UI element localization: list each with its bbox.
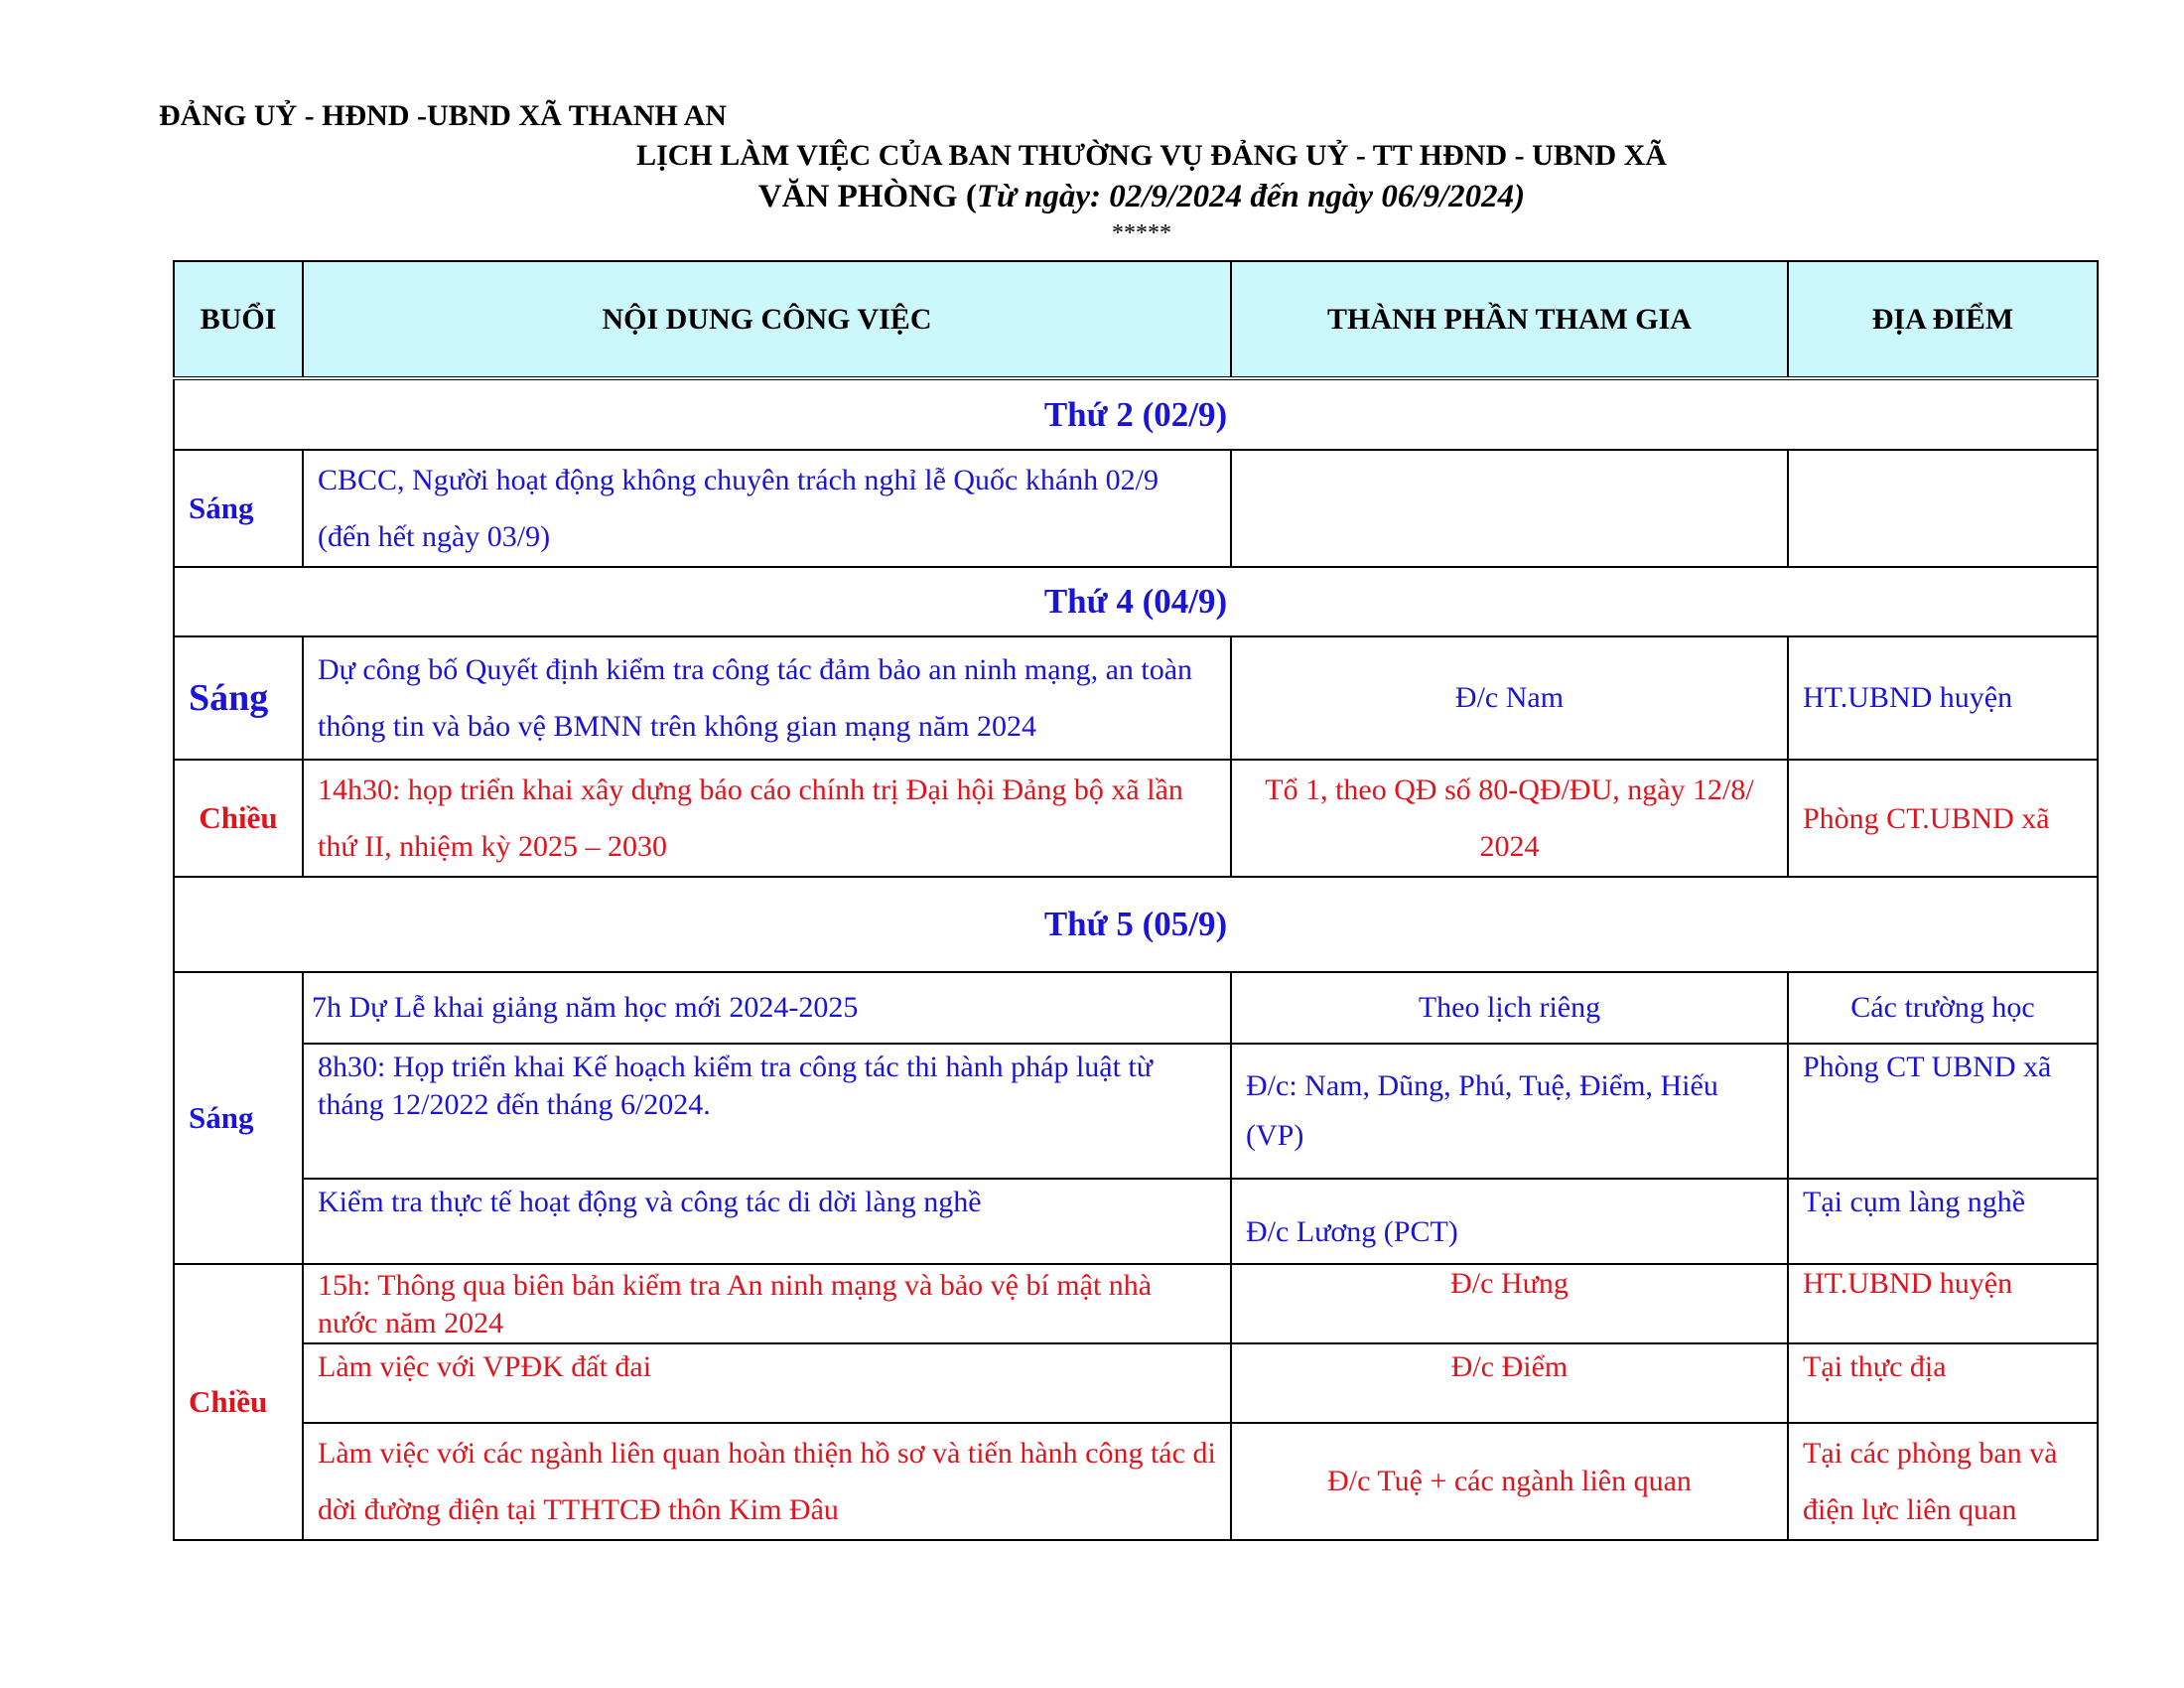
column-header-session: BUỔI <box>174 261 303 378</box>
location: Phòng CT.UBND xã <box>1788 760 2098 877</box>
column-header-content: NỘI DUNG CÔNG VIỆC <box>303 261 1231 378</box>
participants: Đ/c Lương (PCT) <box>1231 1179 1788 1264</box>
table-row <box>174 972 2098 1044</box>
day-label: Thứ 2 (02/9) <box>174 378 2098 450</box>
work-content: 14h30: họp triển khai xây dựng báo cáo chính trị Đại hội Đảng bộ xã lần thứ II, nhiệm kỳ 2025 – 2030 <box>303 760 1231 877</box>
location: HT.UBND huyện <box>1788 636 2098 760</box>
separator-stars: ***** <box>1112 220 1171 246</box>
column-header-participants: THÀNH PHẦN THAM GIA <box>1231 261 1788 378</box>
participants: Đ/c: Nam, Dũng, Phú, Tuệ, Điểm, Hiếu (VP) <box>1231 1044 1788 1179</box>
session-label: Chiều <box>174 1264 303 1540</box>
table-row <box>174 1044 2098 1179</box>
participants <box>1231 450 1788 567</box>
table-row <box>174 450 2098 567</box>
table-row <box>174 1343 2098 1423</box>
document-subtitle <box>0 179 2184 215</box>
location: HT.UBND huyện <box>1788 1264 2098 1343</box>
participants: Theo lịch riêng <box>1231 972 1788 1044</box>
table-row <box>174 1423 2098 1540</box>
table-row <box>174 760 2098 877</box>
column-header-location: ĐỊA ĐIỂM <box>1788 261 2098 378</box>
location: Phòng CT UBND xã <box>1788 1044 2098 1179</box>
work-content: 15h: Thông qua biên bản kiểm tra An ninh mạng và bảo vệ bí mật nhà nước năm 2024 <box>303 1264 1231 1343</box>
location: Tại thực địa <box>1788 1343 2098 1423</box>
location: Các trường học <box>1788 972 2098 1044</box>
participants: Tổ 1, theo QĐ số 80-QĐ/ĐU, ngày 12/8/ 2024 <box>1231 760 1788 877</box>
document-title: LỊCH LÀM VIỆC CỦA BAN THƯỜNG VỤ ĐẢNG UỶ - TT HĐND - UBND XÃ <box>636 139 1667 172</box>
work-content: Kiểm tra thực tế hoạt động và công tác di dời làng nghề <box>303 1179 1231 1264</box>
work-content: 7h Dự Lễ khai giảng năm học mới 2024-2025 <box>303 972 1231 1044</box>
table-header-row <box>174 261 2098 378</box>
session-label: Sáng <box>174 450 303 567</box>
day-row <box>174 567 2098 636</box>
session-label: Chiều <box>174 760 303 877</box>
participants: Đ/c Hưng <box>1231 1264 1788 1343</box>
organization-name: ĐẢNG UỶ - HĐND -UBND XÃ THANH AN <box>159 99 727 132</box>
location: Tại cụm làng nghề <box>1788 1179 2098 1264</box>
table-row <box>174 1179 2098 1264</box>
work-content: CBCC, Người hoạt động không chuyên trách nghỉ lễ Quốc khánh 02/9 (đến hết ngày 03/9) <box>303 450 1231 567</box>
session-label: Sáng <box>174 636 303 760</box>
participants: Đ/c Tuệ + các ngành liên quan <box>1231 1423 1788 1540</box>
day-row <box>174 877 2098 972</box>
session-label: Sáng <box>174 972 303 1264</box>
work-content: Làm việc với VPĐK đất đai <box>303 1343 1231 1423</box>
day-label: Thứ 4 (04/9) <box>174 567 2098 636</box>
day-row <box>174 378 2098 450</box>
participants: Đ/c Nam <box>1231 636 1788 760</box>
work-content: Dự công bố Quyết định kiểm tra công tác đảm bảo an ninh mạng, an toàn thông tin và bảo vệ BMNN trên không gian mạng năm 2024 <box>303 636 1231 760</box>
table-row <box>174 1264 2098 1343</box>
day-label: Thứ 5 (05/9) <box>174 877 2098 972</box>
table-row <box>174 636 2098 760</box>
work-content: 8h30: Họp triển khai Kế hoạch kiểm tra công tác thi hành pháp luật từ tháng 12/2022 đến tháng 6/2024. <box>303 1044 1231 1179</box>
subtitle-prefix: VĂN PHÒNG ( <box>757 179 977 214</box>
schedule-table <box>173 260 2099 1541</box>
location: Tại các phòng ban và điện lực liên quan <box>1788 1423 2098 1540</box>
participants: Đ/c Điểm <box>1231 1343 1788 1423</box>
date-range: Từ ngày: 02/9/2024 đến ngày 06/9/2024) <box>976 179 1526 214</box>
work-content: Làm việc với các ngành liên quan hoàn thiện hồ sơ và tiến hành công tác di dời đường điện tại TTHTCĐ thôn Kim Đâu <box>303 1423 1231 1540</box>
location <box>1788 450 2098 567</box>
